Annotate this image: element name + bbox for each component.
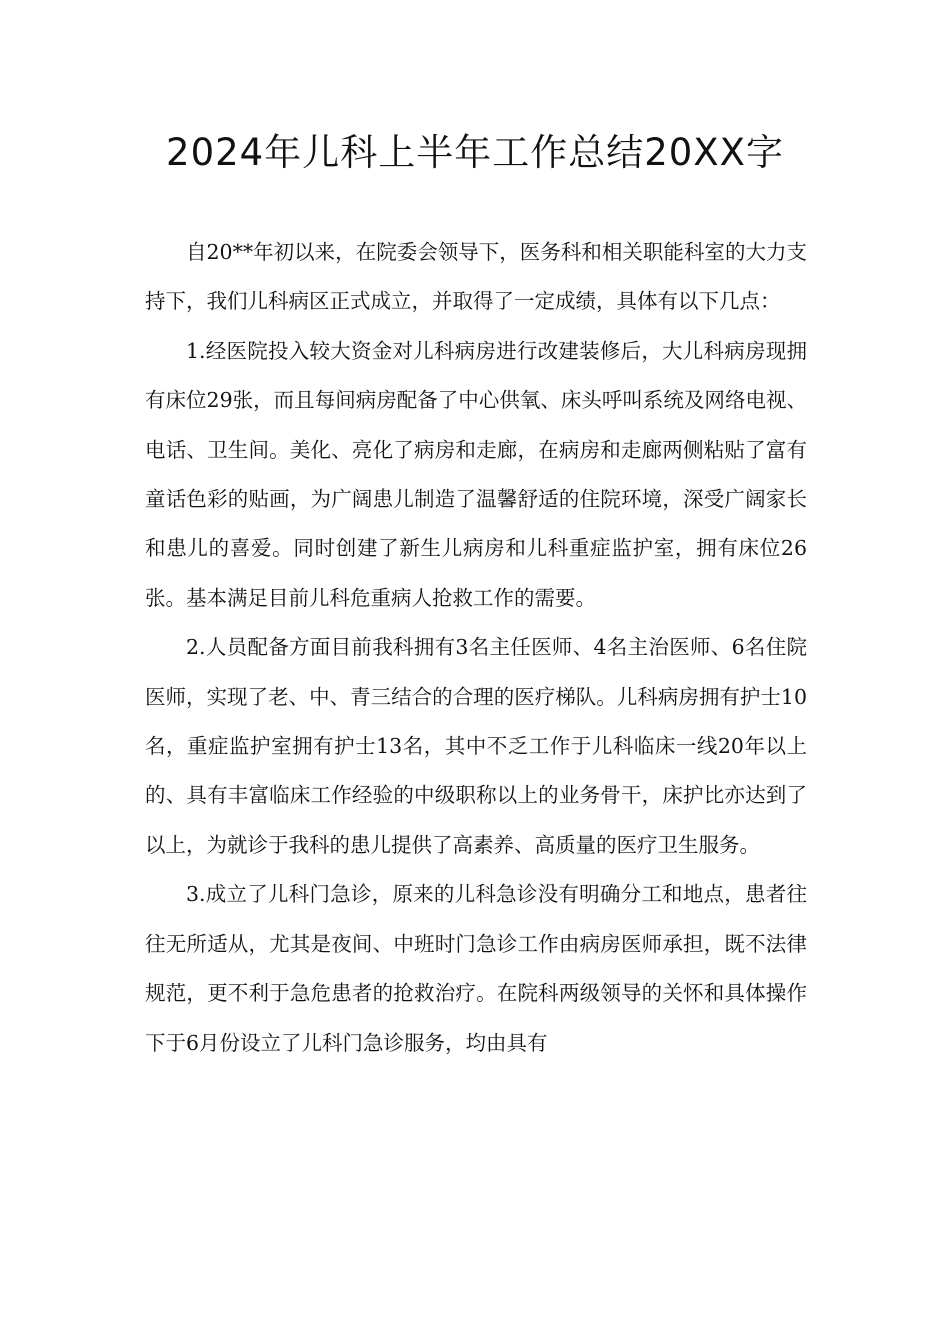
- paragraph-item-2: 2.人员配备方面目前我科拥有3名主任医师、4名主治医师、6名住院医师，实现了老、中、青三结合的合理的医疗梯队。儿科病房拥有护士10名，重症监护室拥有护士13名，其中不乏工作于儿科临床一线20年以上的、具有丰富临床工作经验的中级职称以上的业务骨干，床护比亦达到了以上，为就诊于我科的患儿提供了高素养、高质量的医疗卫生服务。: [145, 635, 807, 857]
- paragraph-item-1: 1.经医院投入较大资金对儿科病房进行改建装修后，大儿科病房现拥有床位29张，而且每间病房配备了中心供氧、床头呼叫系统及网络电视、电话、卫生间。美化、亮化了病房和走廊，在病房和走廊两侧粘贴了富有童话色彩的贴画，为广阔患儿制造了温馨舒适的住院环境，深受广阔家长和患儿的喜爱。同时创建了新生儿病房和儿科重症监护室，拥有床位26张。基本满足目前儿科危重病人抢救工作的需要。: [145, 338, 807, 610]
- paragraph-item-3: 3.成立了儿科门急诊，原来的儿科急诊没有明确分工和地点，患者往往无所适从，尤其是夜间、中班时门急诊工作由病房医师承担，既不法律规范，更不利于急危患者的抢救治疗。在院科两级领导的关怀和具体操作下于6月份设立了儿科门急诊服务，均由具有: [145, 882, 807, 1055]
- document-body: [145, 228, 807, 1068]
- document-title: 2024年儿科上半年工作总结20XX字: [166, 131, 784, 174]
- paragraph-intro: 自20**年初以来，在院委会领导下，医务科和相关职能科室的大力支持下，我们儿科病区正式成立，并取得了一定成绩，具体有以下几点：: [145, 240, 807, 314]
